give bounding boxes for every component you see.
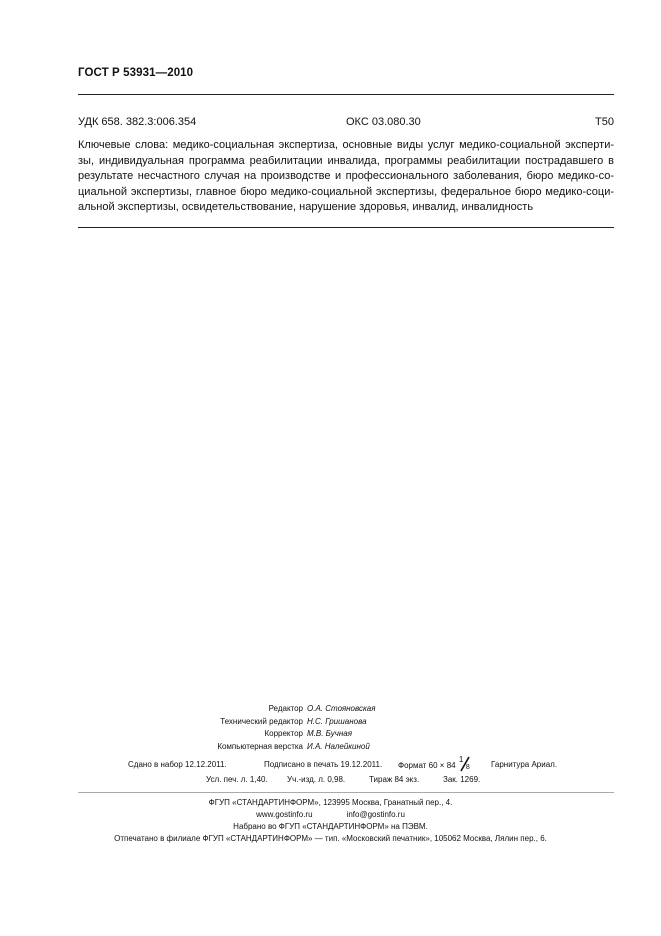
imprint-block	[0, 797, 661, 845]
fraction-numerator: 1	[458, 755, 464, 764]
imprint-divider	[78, 792, 614, 793]
signed-date: Подписано в печать 19.12.2011.	[264, 760, 383, 769]
credit-person: И.А. Налейкиной	[307, 741, 370, 751]
keywords-block	[78, 138, 614, 216]
order-number: Зак. 1269.	[443, 775, 481, 784]
classification-codes	[78, 116, 614, 130]
fraction-denominator: 8	[465, 764, 470, 771]
email-link[interactable]: info@gostinfo.ru	[346, 810, 405, 819]
keywords-line: циальной экспертизы, главное бюро медико-социальной экспертизы, федеральное бюро медико-соци-	[78, 185, 614, 198]
credit-layout	[0, 741, 661, 754]
typeset-by: Набрано во ФГУП «СТАНДАРТИНФОРМ» на ПЭВМ.	[233, 822, 428, 831]
publisher-address: ФГУП «СТАНДАРТИНФОРМ», 123995 Москва, Гранатный пер., 4.	[208, 798, 453, 807]
format	[398, 755, 472, 772]
keywords-divider	[78, 227, 614, 228]
printed-by: Отпечатано в филиале ФГУП «СТАНДАРТИНФОРМ» — тип. «Московский печатник», 105062 Москва, Лялин пер., 6.	[114, 834, 547, 843]
website-link[interactable]: www.gostinfo.ru	[256, 810, 313, 819]
print-sheets: Усл. печ. л. 1,40.	[206, 775, 268, 784]
group-code: Т50	[595, 116, 614, 128]
format-times: ×	[439, 761, 445, 771]
format-84: 84	[446, 761, 456, 771]
keywords-line: Ключевые слова: медико-социальная экспертиза, основные виды услуг медико-социальной эксперти-	[78, 139, 614, 151]
udc-code: УДК 658. 382.3:006.354	[78, 116, 197, 128]
credits-block	[0, 703, 661, 753]
format-fraction	[458, 755, 472, 772]
header-divider	[78, 94, 614, 95]
credit-proofreader	[0, 728, 661, 741]
credit-person: О.А. Стояновская	[307, 704, 376, 713]
keywords-line: зы, индивидуальная программа реабилитации инвалида, программы реабилитации пострадавшего в	[78, 154, 614, 167]
format-label: Формат 60	[398, 761, 438, 771]
print-run: Тираж 84 экз.	[369, 775, 420, 784]
keywords-line: результате несчастного случая на производстве и профессионального заболевания, бюро медико-со-	[78, 170, 614, 183]
credit-person: Н.С. Гришанова	[307, 716, 367, 726]
credit-tech-editor	[0, 716, 661, 729]
typeface: Гарнитура Ариал.	[491, 760, 558, 769]
credit-role: Корректор	[264, 729, 303, 738]
credit-role: Технический редактор	[220, 716, 303, 726]
edit-sheets: Уч.-изд. л. 0,98.	[287, 775, 346, 784]
credit-role: Компьютерная верстка	[217, 741, 303, 751]
keywords-line: альной экспертизы, освидетельствование, нарушение здоровья, инвалид, инвалидность	[78, 201, 534, 214]
standard-number: ГОСТ Р 53931—2010	[78, 67, 194, 79]
credit-role: Редактор	[268, 704, 303, 713]
credit-editor	[0, 703, 661, 716]
oks-code: ОКС 03.080.30	[346, 116, 421, 128]
typeset-date: Сдано в набор 12.12.2011.	[128, 760, 227, 769]
credit-person: М.В. Бучная	[307, 729, 352, 738]
contact-line	[0, 809, 661, 821]
